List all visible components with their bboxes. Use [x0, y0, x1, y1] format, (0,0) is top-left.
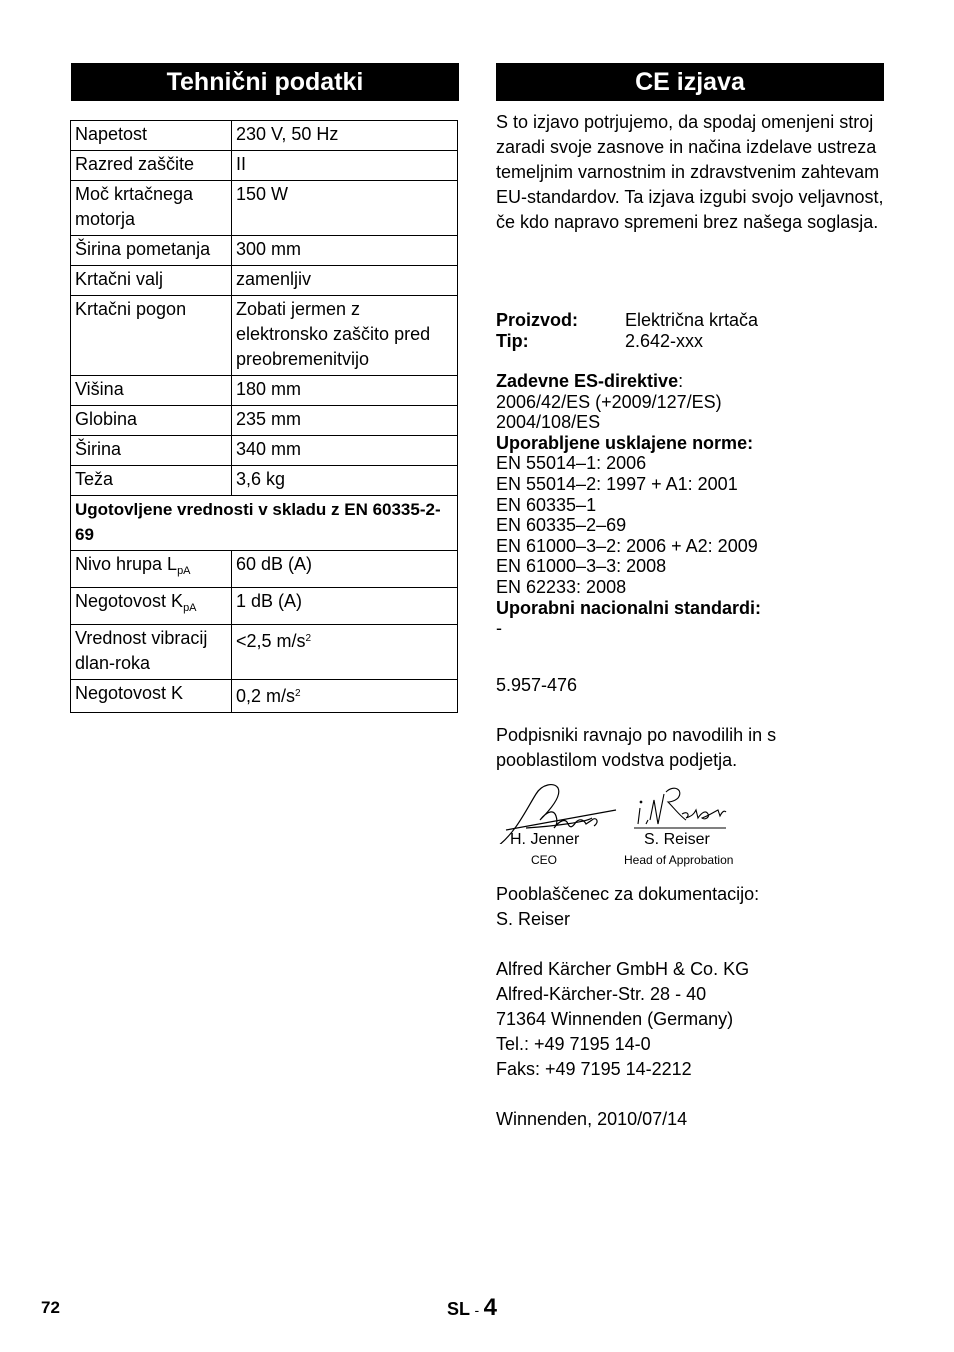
signatory-2-title: Head of Approbation [624, 853, 734, 867]
table-row [71, 376, 458, 406]
spec-label: Razred zaščite [71, 151, 232, 181]
spec-label: Negotovost K [71, 680, 232, 713]
place-date: Winnenden, 2010/07/14 [496, 1109, 688, 1129]
norm-item: EN 60335–1 [496, 494, 597, 515]
company-address [496, 957, 896, 1082]
directive-item: 2004/108/ES [496, 412, 601, 433]
address-line: Alfred-Kärcher-Str. 28 - 40 [496, 984, 707, 1004]
address-line: Alfred Kärcher GmbH & Co. KG [496, 959, 750, 979]
spec-label: Krtačni valj [71, 266, 232, 296]
separator: - [474, 1302, 480, 1318]
spec-label: Napetost [71, 121, 232, 151]
spec-label: Globina [71, 406, 232, 436]
subscript: pA [177, 565, 191, 577]
table-row [71, 436, 458, 466]
table-row [71, 296, 458, 376]
spec-label: Višina [71, 376, 232, 406]
table-row [71, 466, 458, 496]
spec-label: Vrednost vibracij dlan-roka [71, 625, 232, 680]
norm-item: EN 62233: 2008 [496, 576, 627, 597]
directive-item: 2006/42/ES (+2009/127/ES) [496, 391, 722, 412]
doc-rep-name: S. Reiser [496, 909, 571, 929]
address-line: 71364 Winnenden (Germany) [496, 1009, 734, 1029]
spec-label: Krtačni pogon [71, 296, 232, 376]
spec-label [71, 551, 232, 588]
national-standards-value: - [496, 618, 502, 639]
spec-value: 180 mm [232, 376, 458, 406]
product-row [496, 310, 896, 331]
signature-reiser [634, 788, 726, 828]
spec-value: 1 dB (A) [232, 588, 458, 625]
table-row [71, 151, 458, 181]
table-row [71, 266, 458, 296]
address-line: Tel.: +49 7195 14-0 [496, 1034, 651, 1054]
norms-heading: Uporabljene usklajene norme: [496, 432, 754, 453]
page-number: 72 [41, 1298, 60, 1317]
table-row [71, 236, 458, 266]
product-block [496, 310, 896, 351]
spec-value: 230 V, 50 Hz [232, 121, 458, 151]
norm-item: EN 55014–2: 1997 + A1: 2001 [496, 473, 738, 494]
table-row [71, 680, 458, 713]
norm-item: EN 61000–3–3: 2008 [496, 556, 667, 577]
directives-label: Zadevne ES-direktive [496, 371, 679, 391]
product-value: Električna krtača [625, 310, 759, 330]
norm-item: EN 60335–2–69 [496, 515, 627, 536]
label-text: Negotovost K [75, 591, 184, 611]
section-title-ce-declaration: CE izjava [496, 63, 884, 101]
document-number: 5.957-476 [496, 675, 578, 695]
table-row [71, 121, 458, 151]
doc-rep-label: Pooblaščenec za dokumentacijo: [496, 884, 760, 904]
subscript: pA [183, 602, 197, 614]
value-text: <2,5 m/s [236, 631, 306, 651]
norm-item: EN 61000–3–2: 2006 + A2: 2009 [496, 535, 758, 556]
spec-value: 150 W [232, 181, 458, 236]
spec-value: 340 mm [232, 436, 458, 466]
declaration-intro: S to izjavo potrjujemo, da spodaj omenjeni stroj zaradi svoje zasnove in načina izdelave ustreza temeljnim varnostnim in zdravstvenim zahtevam EU-standardov. Ta izjava izgubi svojo veljavnost, če kdo napravo spremeni brez našega soglasja. [496, 112, 884, 232]
type-value: 2.642-xxx [625, 330, 704, 351]
spec-value: 300 mm [232, 236, 458, 266]
table-section-row [71, 496, 458, 551]
type-row [496, 331, 896, 352]
language-code: SL [447, 1299, 471, 1319]
signatory-1-name: H. Jenner [510, 831, 580, 848]
spec-value [232, 625, 458, 680]
table-row [71, 625, 458, 680]
spec-value: 3,6 kg [232, 466, 458, 496]
spec-label: Teža [71, 466, 232, 496]
signatories-text: Podpisniki ravnajo po navodilih in s pooblastilom vodstva podjetja. [496, 725, 777, 770]
spec-value: II [232, 151, 458, 181]
spec-label: Moč krtačnega motorja [71, 181, 232, 236]
superscript: 2 [295, 688, 301, 699]
national-standards-heading: Uporabni nacionalni standardi: [496, 597, 762, 618]
value-text: 0,2 m/s [236, 686, 296, 706]
documentation-representative [496, 882, 896, 932]
spec-label: Širina [71, 436, 232, 466]
language-page: 4 [483, 1294, 497, 1321]
spec-value: 235 mm [232, 406, 458, 436]
spec-value: Zobati jermen z elektronsko zaščito pred preobremenitvijo [232, 296, 458, 376]
table-row [71, 588, 458, 625]
superscript: 2 [305, 633, 312, 644]
directives-block [496, 371, 896, 639]
spec-value: 60 dB (A) [232, 551, 458, 588]
section-heading: Ugotovljene vrednosti v skladu z EN 60335-2-69 [71, 496, 458, 551]
directives-heading [496, 371, 896, 392]
signature-area [496, 780, 766, 870]
technical-data-table [70, 120, 458, 713]
spec-label [71, 588, 232, 625]
product-label: Proizvod: [496, 310, 579, 330]
table-row [71, 406, 458, 436]
spec-value [232, 680, 458, 713]
language-page-indicator [447, 1294, 497, 1322]
norm-item: EN 55014–1: 2006 [496, 453, 647, 474]
address-line: Faks: +49 7195 14-2212 [496, 1059, 692, 1079]
spec-label: Širina pometanja [71, 236, 232, 266]
signatory-2-name: S. Reiser [644, 831, 710, 848]
section-title-technical-data: Tehnični podatki [71, 63, 459, 101]
signatory-1-title: CEO [531, 853, 558, 867]
spec-value: zamenljiv [232, 266, 458, 296]
directives-colon: : [678, 371, 684, 391]
label-text: Nivo hrupa L [75, 554, 178, 574]
table-row [71, 181, 458, 236]
type-label: Tip: [496, 330, 529, 351]
table-row [71, 551, 458, 588]
